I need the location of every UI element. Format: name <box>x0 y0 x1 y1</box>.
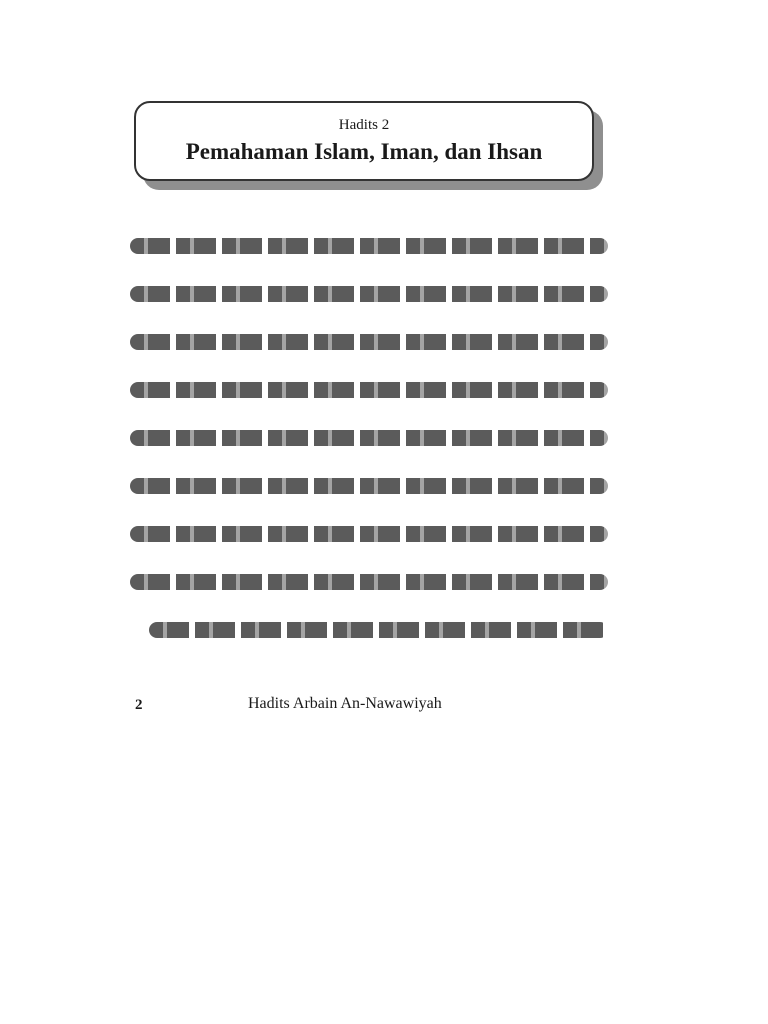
arabic-line <box>130 510 608 558</box>
arabic-line-ink <box>130 382 608 398</box>
page-number: 2 <box>135 697 143 713</box>
arabic-line-ink <box>130 526 608 542</box>
running-footer-title: Hadits Arbain An-Nawawiyah <box>248 695 442 712</box>
arabic-line <box>130 318 608 366</box>
arabic-line-ink <box>149 622 608 638</box>
arabic-text-block <box>130 222 608 654</box>
arabic-line <box>130 366 608 414</box>
arabic-line-ink <box>130 478 608 494</box>
arabic-line-ink <box>130 286 608 302</box>
arabic-line-ink <box>130 574 608 590</box>
arabic-line <box>130 414 608 462</box>
title-box <box>134 101 594 181</box>
arabic-line-ink <box>130 238 608 254</box>
arabic-line <box>149 606 608 654</box>
arabic-line <box>130 222 608 270</box>
chapter-title: Pemahaman Islam, Iman, dan Ihsan <box>185 139 543 164</box>
arabic-line <box>130 558 608 606</box>
hadith-label: Hadits 2 <box>338 117 390 133</box>
arabic-line-ink <box>130 430 608 446</box>
arabic-line <box>130 270 608 318</box>
arabic-line <box>130 462 608 510</box>
arabic-line-ink <box>130 334 608 350</box>
